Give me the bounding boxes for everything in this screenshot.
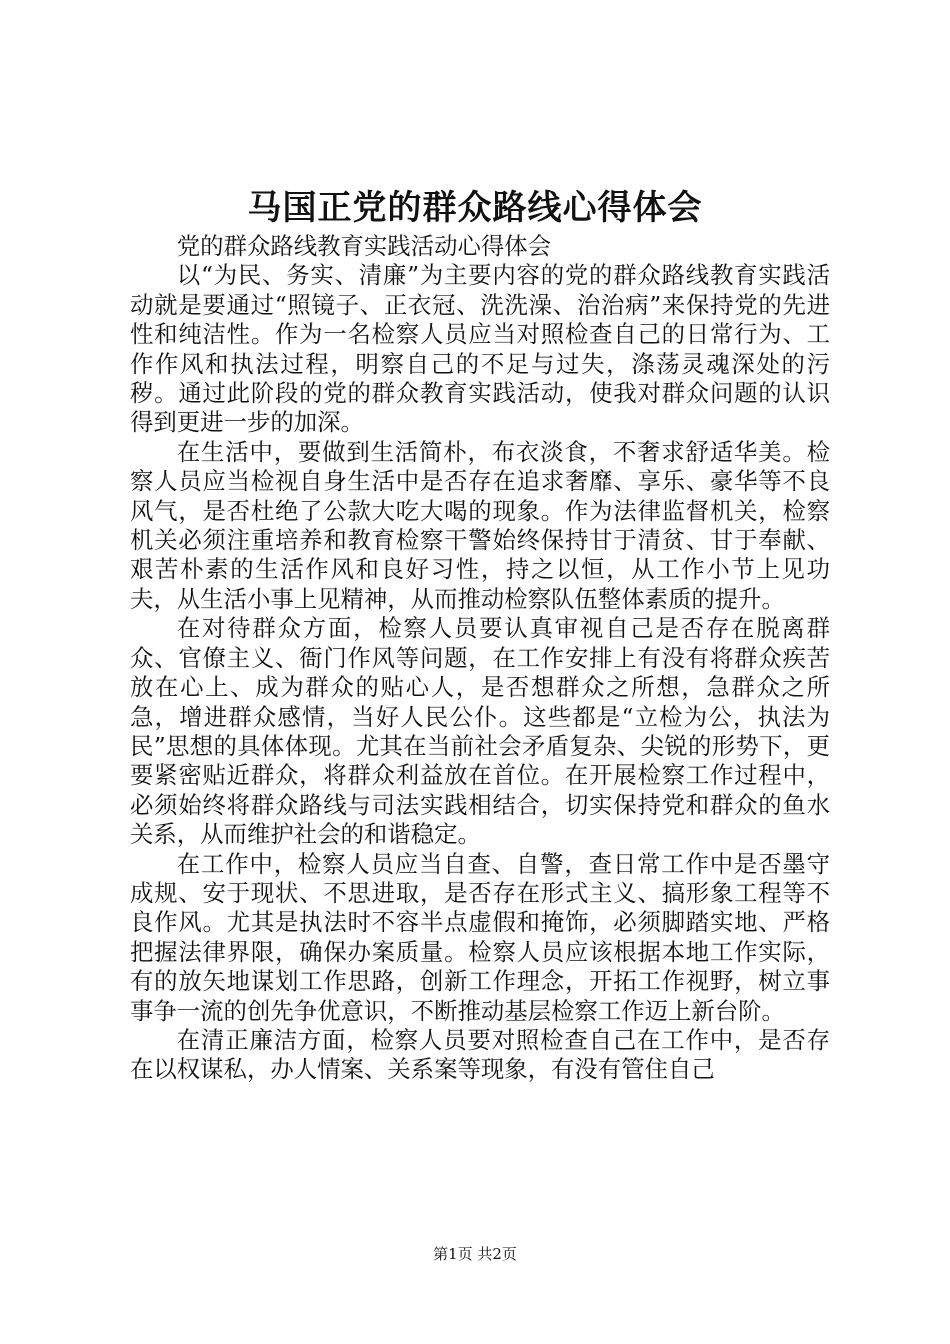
body-paragraph: 在生活中，要做到生活简朴，布衣淡食，不奢求舒适华美。检察人员应当检视自身生活中是否存在追求奢靡、享乐、豪华等不良风气，是否杜绝了公款大吃大喝的现象。作为法律监督机关，检察机关必须注重培养和教育检察干警始终保持甘于清贫、甘于奉献、艰苦朴素的生活作风和良好习性，持之以恒，从工作小节上见功夫，从生活小事上见精神，从而推动检察队伍整体素质的提升。 bbox=[130, 437, 830, 613]
body-paragraph: 在工作中，检察人员应当自查、自警，查日常工作中是否墨守成规、安于现状、不思进取，是否存在形式主义、搞形象工程等不良作风。尤其是执法时不容半点虚假和掩饰，必须脚踏实地、严格把握法律界限，确保办案质量。检察人员应该根据本地工作实际，有的放矢地谋划工作思路，创新工作理念，开拓工作视野，树立事事争一流的创先争优意识，不断推动基层检察工作迈上新台阶。 bbox=[130, 849, 830, 1025]
document-body bbox=[130, 232, 830, 1085]
page-number-footer: 第1页 共2页 bbox=[433, 1245, 517, 1263]
subtitle-paragraph: 党的群众路线教育实践活动心得体会 bbox=[176, 232, 552, 260]
body-paragraph: 以“为民、务实、清廉”为主要内容的党的群众路线教育实践活动就是要通过“照镜子、正衣冠、洗洗澡、治治病”来保持党的先进性和纯洁性。作为一名检察人员应当对照检查自己的日常行为、工作作风和执法过程，明察自己的不足与过失，涤荡灵魂深处的污秽。通过此阶段的党的群众教育实践活动，使我对群众问题的认识得到更进一步的加深。 bbox=[130, 261, 830, 437]
document-title: 马国正党的群众路线心得体会 bbox=[247, 188, 703, 228]
body-paragraph: 在对待群众方面，检察人员要认真审视自己是否存在脱离群众、官僚主义、衙门作风等问题，在工作安排上有没有将群众疾苦放在心上、成为群众的贴心人，是否想群众之所想，急群众之所急，增进群众感情，当好人民公仆。这些都是“立检为公，执法为民”思想的具体体现。尤其在当前社会矛盾复杂、尖锐的形势下，更要紧密贴近群众，将群众利益放在首位。在开展检察工作过程中，必须始终将群众路线与司法实践相结合，切实保持党和群众的鱼水关系，从而维护社会的和谐稳定。 bbox=[130, 614, 830, 849]
body-paragraph: 在清正廉洁方面，检察人员要对照检查自己在工作中，是否存在以权谋私，办人情案、关系案等现象，有没有管住自己 bbox=[130, 1025, 830, 1084]
